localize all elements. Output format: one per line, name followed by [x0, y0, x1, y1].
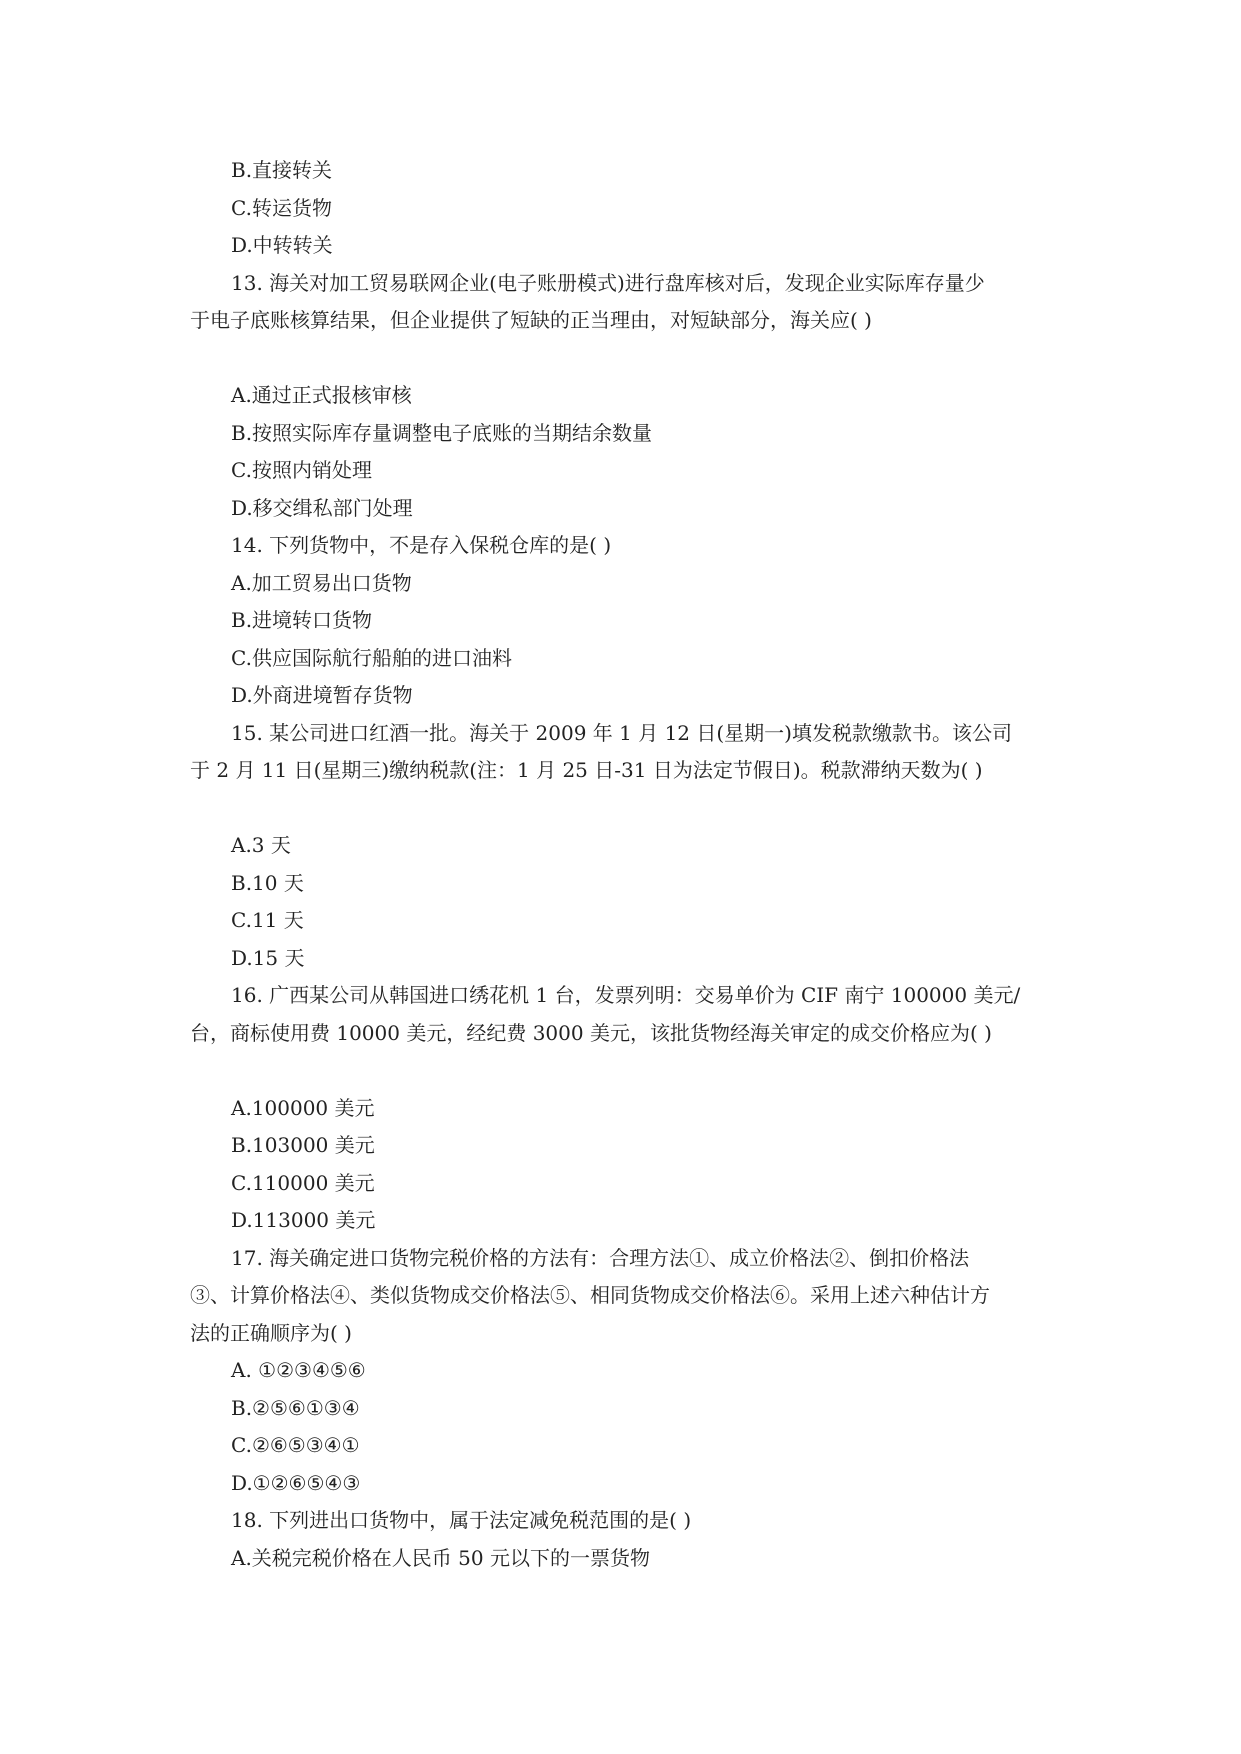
question-15-line: 15. 某公司进口红酒一批。海关于 2009 年 1 月 12 日(星期一)填发税款缴款书。该公司: [231, 720, 1012, 745]
option-line: C.②⑥⑤③④①: [231, 1433, 360, 1457]
question-17-continuation: 法的正确顺序为( ): [190, 1320, 352, 1345]
document-content: [190, 152, 1060, 1577]
option-line: C.按照内销处理: [231, 458, 372, 482]
option-line: D.中转转关: [231, 233, 333, 257]
option-line: A.加工贸易出口货物: [231, 570, 412, 595]
question-14-line: 14. 下列货物中，不是存入保税仓库的是( ): [231, 533, 612, 557]
option-line: A.关税完税价格在人民币 50 元以下的一票货物: [231, 1545, 650, 1570]
option-line: D.①②⑥⑤④③: [231, 1470, 361, 1495]
blank-gap: [190, 340, 1060, 378]
option-line: B.直接转关: [231, 158, 333, 182]
question-13-line: 13. 海关对加工贸易联网企业(电子账册模式)进行盘库核对后，发现企业实际库存量少: [231, 270, 985, 295]
question-18-line: 18. 下列进出口货物中，属于法定减免税范围的是( ): [231, 1508, 692, 1532]
question-15-continuation: 于 2 月 11 日(星期三)缴纳税款(注：1 月 25 日-31 日为法定节假日)。税款滞纳天数为( ): [190, 758, 983, 782]
option-line: B.按照实际库存量调整电子底账的当期结余数量: [231, 420, 653, 445]
option-line: B.进境转口货物: [231, 608, 373, 632]
question-16-continuation: 台，商标使用费 10000 美元，经纪费 3000 美元，该批货物经海关审定的成交价格应为( ): [190, 1020, 992, 1045]
option-line: A. ①②③④⑤⑥: [231, 1358, 366, 1382]
option-line: C.供应国际航行船舶的进口油料: [231, 645, 512, 670]
option-line: C.转运货物: [231, 195, 332, 220]
question-17-line: 17. 海关确定进口货物完税价格的方法有：合理方法①、成立价格法②、倒扣价格法: [231, 1245, 970, 1270]
option-line: C.11 天: [231, 908, 304, 932]
option-line: D.移交缉私部门处理: [231, 495, 413, 520]
option-line: C.110000 美元: [231, 1170, 375, 1195]
question-13-continuation: 于电子底账核算结果，但企业提供了短缺的正当理由，对短缺部分，海关应( ): [190, 308, 872, 332]
option-line: B.103000 美元: [231, 1133, 375, 1157]
option-line: D.外商进境暂存货物: [231, 683, 413, 707]
question-17-continuation: ③、计算价格法④、类似货物成交价格法⑤、相同货物成交价格法⑥。采用上述六种估计方: [190, 1283, 990, 1307]
option-line: A.100000 美元: [231, 1095, 375, 1120]
question-16-line: 16. 广西某公司从韩国进口绣花机 1 台，发票列明：交易单价为 CIF 南宁 100000 美元/: [231, 983, 1021, 1007]
option-line: B.②⑤⑥①③④: [231, 1395, 360, 1420]
blank-gap: [190, 1052, 1060, 1090]
option-line: D.113000 美元: [231, 1208, 376, 1232]
option-line: D.15 天: [231, 945, 305, 970]
blank-gap: [190, 790, 1060, 828]
option-line: A.3 天: [231, 833, 291, 857]
option-line: A.通过正式报核审核: [231, 383, 412, 407]
option-line: B.10 天: [231, 870, 304, 895]
